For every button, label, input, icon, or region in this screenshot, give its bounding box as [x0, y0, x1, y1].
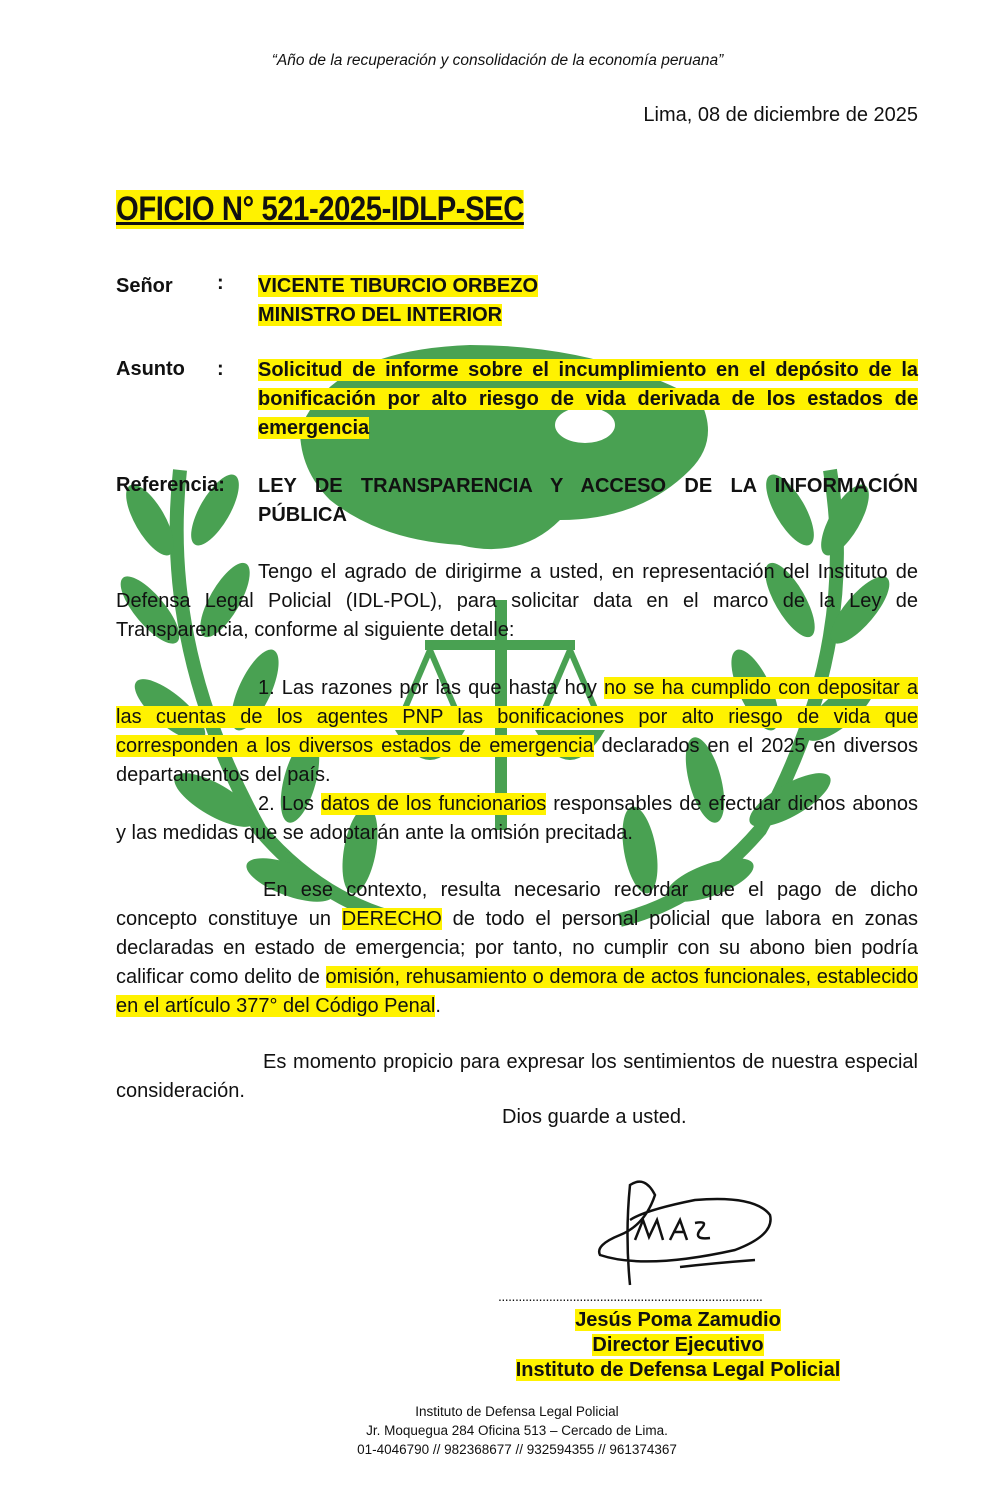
header-motto: “Año de la recuperación y consolidación de la economía peruana”: [271, 52, 724, 69]
signature-line: ..............................................................................: [498, 1288, 763, 1304]
request-item-2: [116, 790, 918, 848]
body-paragraph-4: Es momento propicio para expresar los sentimientos de nuestra especial consideración.: [116, 1051, 918, 1102]
signer-name: Jesús Poma Zamudio: [575, 1309, 781, 1331]
closing: Dios guarde a usted.: [502, 1106, 687, 1128]
footer: [267, 1402, 767, 1459]
subject-colon: :: [217, 358, 224, 380]
recipient-colon: :: [217, 272, 224, 294]
footer-address: Jr. Moquegua 284 Oficina 513 – Cercado de Lima.: [366, 1423, 668, 1438]
recipient-name: VICENTE TIBURCIO ORBEZO: [258, 275, 539, 297]
reference-label: Referencia:: [116, 474, 225, 496]
date-line: Lima, 08 de diciembre de 2025: [643, 104, 918, 126]
signer-organization: Instituto de Defensa Legal Policial: [515, 1359, 841, 1381]
item-2-text-b: responsables de efectuar dichos abonos y las medidas que se adoptarán ante la omisión precitada.: [116, 793, 919, 844]
p3-text-b: de todo el personal policial que labora en zonas declaradas en estado de emergencia; por tanto, no cumplir con su abono bien podría calificar como delito de: [116, 908, 918, 988]
item-2-text-a: 2. Los: [258, 793, 321, 815]
body-paragraph-1: Tengo el agrado de dirigirme a usted, en representación del Instituto de Defensa Legal Policial (IDL-POL), para solicitar data en el marco de la Ley de Transparencia, conforme al siguiente detalle:: [116, 561, 918, 641]
item-1-highlight: no se ha cumplido con depositar a las cuentas de los agentes PNP las bonificaciones por alto riesgo de vida que corresponden a los diversos estados de emergencia: [116, 677, 919, 757]
body-paragraph-3: [116, 876, 918, 1021]
signer-role: Director Ejecutivo: [592, 1334, 764, 1356]
footer-org: Instituto de Defensa Legal Policial: [415, 1404, 619, 1419]
item-1-text-a: 1. Las razones por las que hasta hoy: [258, 677, 605, 699]
p3-text-a: En ese contexto, resulta necesario recordar que el pago de dicho concepto constituye un: [116, 879, 918, 930]
subject-text: Solicitud de informe sobre el incumplimiento en el depósito de la bonificación por alto riesgo de vida derivada de los estados de emergencia: [258, 359, 918, 439]
footer-phones: 01-4046790 // 982368677 // 932594355 // 961374367: [357, 1442, 677, 1457]
recipient-position: MINISTRO DEL INTERIOR: [258, 304, 503, 326]
p3-text-c: .: [435, 995, 441, 1017]
p3-highlight-delito: omisión, rehusamiento o demora de actos funcionales, establecido en el artículo 377° del Código Penal: [116, 966, 918, 1017]
subject-label: Asunto: [116, 358, 185, 380]
p3-highlight-derecho: DERECHO: [341, 908, 442, 930]
reference-text: LEY DE TRANSPARENCIA Y ACCESO DE LA INFORMACIÓN PÚBLICA: [258, 475, 918, 526]
recipient-label: Señor: [116, 275, 173, 297]
handwritten-signature-icon: [585, 1175, 785, 1290]
item-1-text-b: declarados en el 2025 en diversos departamentos del país.: [116, 735, 918, 786]
request-item-1: [116, 674, 918, 790]
item-2-highlight: datos de los funcionarios: [320, 793, 547, 815]
document-title: OFICIO N° 521-2025-IDLP-SEC: [116, 190, 524, 228]
